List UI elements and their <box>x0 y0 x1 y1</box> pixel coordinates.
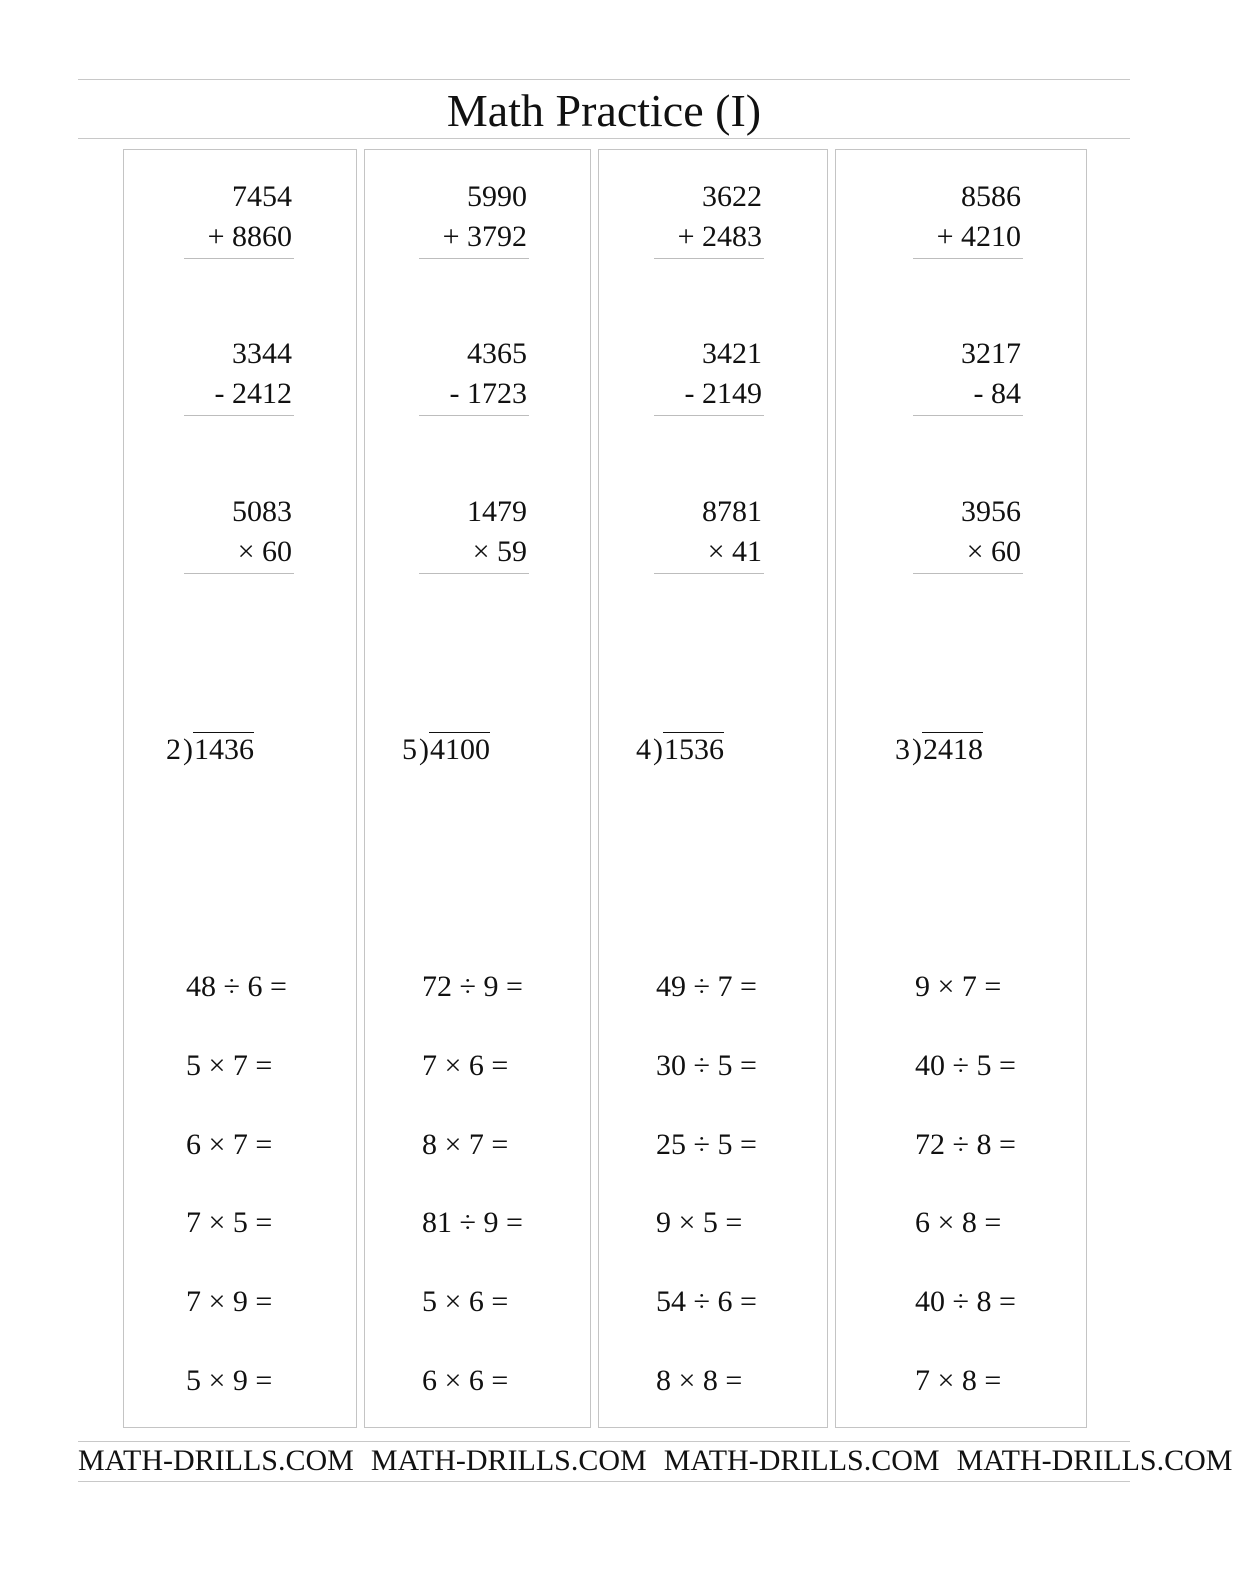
multiplier: × 60 <box>966 535 1021 568</box>
divisor: 5 <box>402 733 417 766</box>
addend-bottom: + 4210 <box>936 220 1021 253</box>
addition-problem <box>419 177 529 259</box>
minuend: 3344 <box>232 337 292 370</box>
fact-problem: 72 ÷ 9 = <box>422 970 523 1003</box>
long-division-problem <box>166 730 254 770</box>
addend-top: 8586 <box>961 180 1021 213</box>
multiplicand: 3956 <box>961 495 1021 528</box>
fact-problem: 7 × 5 = <box>186 1206 273 1239</box>
answer-line <box>654 415 764 416</box>
multiplicand: 8781 <box>702 495 762 528</box>
multiplication-problem <box>184 492 294 574</box>
fact-problem: 9 × 7 = <box>915 970 1002 1003</box>
page-title: Math Practice (I) <box>446 85 762 136</box>
fact-problem: 6 × 7 = <box>186 1128 273 1161</box>
subtrahend: - 84 <box>973 377 1021 410</box>
addend-top: 7454 <box>232 180 292 213</box>
division-bracket: ) <box>183 733 193 766</box>
footer-bottom-rule <box>78 1481 1130 1482</box>
multiplication-problem <box>419 492 529 574</box>
dividend: 1536 <box>664 733 724 766</box>
footer-watermark <box>78 1442 1233 1480</box>
fact-problem: 9 × 5 = <box>656 1206 743 1239</box>
addend-bottom: + 8860 <box>207 220 292 253</box>
addition-problem <box>913 177 1023 259</box>
fact-problem: 5 × 7 = <box>186 1049 273 1082</box>
multiplier: × 60 <box>237 535 292 568</box>
subtrahend: - 2412 <box>214 377 292 410</box>
answer-line <box>419 415 529 416</box>
top-rule <box>78 79 1130 80</box>
long-division-problem <box>402 730 490 770</box>
answer-line <box>184 573 294 574</box>
multiplicand: 1479 <box>467 495 527 528</box>
fact-problem: 48 ÷ 6 = <box>186 970 287 1003</box>
subtrahend: - 2149 <box>684 377 762 410</box>
answer-line <box>654 258 764 259</box>
answer-line <box>184 415 294 416</box>
fact-problem: 49 ÷ 7 = <box>656 970 757 1003</box>
multiplier: × 41 <box>707 535 762 568</box>
addend-bottom: + 2483 <box>677 220 762 253</box>
fact-problem: 72 ÷ 8 = <box>915 1128 1016 1161</box>
footer-text: MATH-DRILLS.COM <box>956 1444 1233 1477</box>
fact-problem: 6 × 8 = <box>915 1206 1002 1239</box>
division-bracket: ) <box>912 733 922 766</box>
multiplication-problem <box>654 492 764 574</box>
long-division-problem <box>895 730 983 770</box>
divisor: 3 <box>895 733 910 766</box>
minuend: 3421 <box>702 337 762 370</box>
subtraction-problem <box>654 334 764 416</box>
fact-problem: 7 × 8 = <box>915 1364 1002 1397</box>
divisor: 4 <box>636 733 651 766</box>
division-bracket: ) <box>653 733 663 766</box>
footer-text: MATH-DRILLS.COM <box>370 1444 647 1477</box>
multiplicand: 5083 <box>232 495 292 528</box>
dividend: 4100 <box>430 733 490 766</box>
addend-top: 3622 <box>702 180 762 213</box>
addend-top: 5990 <box>467 180 527 213</box>
addition-problem <box>184 177 294 259</box>
multiplication-problem <box>913 492 1023 574</box>
fact-problem: 8 × 7 = <box>422 1128 509 1161</box>
footer-text: MATH-DRILLS.COM <box>663 1444 940 1477</box>
subtraction-problem <box>419 334 529 416</box>
dividend: 2418 <box>923 733 983 766</box>
dividend: 1436 <box>194 733 254 766</box>
fact-problem: 30 ÷ 5 = <box>656 1049 757 1082</box>
fact-problem: 25 ÷ 5 = <box>656 1128 757 1161</box>
fact-problem: 8 × 8 = <box>656 1364 743 1397</box>
fact-problem: 81 ÷ 9 = <box>422 1206 523 1239</box>
fact-problem: 7 × 6 = <box>422 1049 509 1082</box>
division-bracket: ) <box>419 733 429 766</box>
answer-line <box>913 573 1023 574</box>
answer-line <box>913 415 1023 416</box>
divisor: 2 <box>166 733 181 766</box>
addition-problem <box>654 177 764 259</box>
answer-line <box>654 573 764 574</box>
answer-line <box>913 258 1023 259</box>
minuend: 3217 <box>961 337 1021 370</box>
multiplier: × 59 <box>472 535 527 568</box>
answer-line <box>184 258 294 259</box>
fact-problem: 7 × 9 = <box>186 1285 273 1318</box>
fact-problem: 6 × 6 = <box>422 1364 509 1397</box>
fact-problem: 5 × 9 = <box>186 1364 273 1397</box>
fact-problem: 54 ÷ 6 = <box>656 1285 757 1318</box>
fact-problem: 40 ÷ 8 = <box>915 1285 1016 1318</box>
addend-bottom: + 3792 <box>442 220 527 253</box>
answer-line <box>419 258 529 259</box>
fact-problem: 5 × 6 = <box>422 1285 509 1318</box>
footer-text: MATH-DRILLS.COM <box>78 1444 354 1477</box>
answer-line <box>419 573 529 574</box>
subtraction-problem <box>913 334 1023 416</box>
minuend: 4365 <box>467 337 527 370</box>
long-division-problem <box>636 730 724 770</box>
subtraction-problem <box>184 334 294 416</box>
fact-problem: 40 ÷ 5 = <box>915 1049 1016 1082</box>
title-rule <box>78 138 1130 139</box>
subtrahend: - 1723 <box>449 377 527 410</box>
